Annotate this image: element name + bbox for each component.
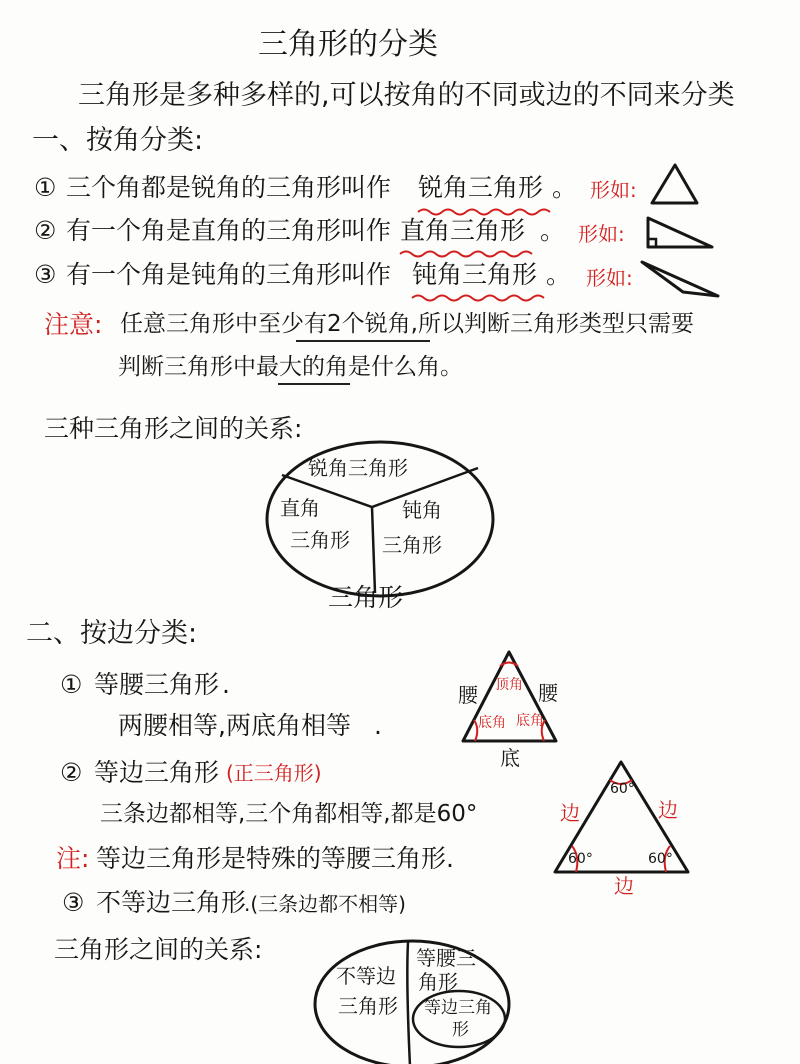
equilateral-alias: (正三角形) — [226, 761, 322, 785]
equilateral-side-bottom: 边 — [614, 874, 634, 898]
side-note-text: 等边三角形是特殊的等腰三角形. — [96, 844, 454, 873]
isosceles-desc-end: . — [374, 711, 382, 740]
example-label-1: 形如: — [590, 178, 637, 202]
section-heading-by-angle: 一、按角分类: — [32, 125, 204, 156]
item-end-2: 。 — [540, 216, 566, 245]
example-label-2: 形如: — [578, 222, 625, 246]
isosceles-desc: 两腰相等,两底角相等 — [118, 711, 351, 740]
note-line-2: 判断三角形中最大的角是什么角。 — [118, 354, 463, 380]
term-obtuse: 钝角三角形 — [412, 260, 538, 289]
equilateral-name: 等边三角形 — [94, 758, 220, 787]
side-note-label: 注: — [56, 844, 90, 873]
diagram-obtuse-label-2: 三角形 — [382, 533, 442, 557]
isosceles-leg-right: 腰 — [538, 681, 558, 705]
acute-triangle-example — [652, 165, 697, 203]
right-triangle-example — [648, 218, 712, 247]
item-num-2: ② — [34, 216, 57, 245]
isosceles-base-angle-left: 底角 — [478, 715, 506, 731]
diagram-isosceles-label-2: 角形 — [418, 970, 458, 994]
obtuse-triangle-example — [642, 262, 718, 296]
isosceles-base-label: 底 — [500, 746, 520, 770]
example-label-3: 形如: — [586, 266, 633, 290]
section-heading-by-side: 二、按边分类: — [26, 618, 198, 649]
item-text-3: 有一个角是钝角的三角形叫作 — [66, 260, 392, 289]
item-num-3: ③ — [34, 260, 57, 289]
diagram-right-label-1: 直角 — [280, 496, 320, 520]
side-relation-divider — [407, 942, 410, 1064]
item-num-1: ① — [34, 173, 57, 202]
equilateral-desc: 三条边都相等,三个角都相等,都是60° — [100, 801, 478, 827]
base-angle-arc-left — [474, 720, 477, 741]
equilateral-angle-right: 60° — [648, 851, 673, 867]
item-text-1: 三个角都是锐角的三角形叫作 — [66, 173, 392, 202]
diagram-scalene-label-2: 三角形 — [338, 994, 398, 1018]
wavy-underline-right — [400, 252, 532, 257]
page-title: 三角形的分类 — [258, 27, 438, 62]
diagram-equilateral-label-1: 等边三角 — [424, 998, 492, 1018]
item-end-3: 。 — [546, 260, 572, 289]
diagram-equilateral-label-2: 形 — [452, 1020, 469, 1040]
scalene-desc: .(三条边都不相等) — [244, 892, 406, 916]
item-text-2: 有一个角是直角的三角形叫作 — [66, 216, 392, 245]
isosceles-leg-left: 腰 — [458, 683, 478, 707]
isosceles-base-angle-right: 底角 — [516, 713, 544, 729]
diagram-scalene-label-1: 不等边 — [336, 964, 396, 988]
note-line-1: 任意三角形中至少有2个锐角,所以判断三角形类型只需要 — [120, 311, 694, 337]
diagram-isosceles-label-1: 等腰三 — [416, 946, 476, 970]
intro-text: 三角形是多种多样的,可以按角的不同或边的不同来分类 — [78, 80, 735, 111]
scalene-num: ③ — [62, 888, 85, 917]
equilateral-num: ② — [60, 758, 83, 787]
item-end-1: 。 — [552, 173, 578, 202]
scalene-name: 不等边三角形 — [96, 888, 247, 917]
term-right: 直角三角形 — [400, 216, 526, 245]
diagram-right-label-2: 三角形 — [290, 528, 350, 552]
isosceles-apex-angle: 顶角 — [495, 677, 523, 693]
note-label: 注意: — [44, 310, 103, 339]
side-relation-label: 三角形之间的关系: — [54, 935, 263, 964]
angle-relation-divider-mid — [372, 507, 375, 593]
equilateral-side-right: 边 — [658, 798, 678, 822]
equilateral-angle-top: 60° — [610, 781, 635, 797]
term-acute: 锐角三角形 — [418, 173, 544, 202]
diagram-acute-label: 锐角三角形 — [308, 456, 408, 480]
wavy-underline-acute — [418, 210, 550, 215]
wavy-underline-obtuse — [412, 296, 544, 301]
diagram-obtuse-label-1: 钝角 — [402, 498, 442, 522]
angle-relation-label: 三种三角形之间的关系: — [44, 414, 303, 443]
equilateral-side-left: 边 — [560, 801, 580, 825]
equilateral-angle-left: 60° — [568, 851, 593, 867]
isosceles-name: 等腰三角形 — [94, 670, 220, 699]
isosceles-name-end: . — [222, 670, 230, 699]
angle-diagram-caption: 三角形 — [328, 583, 404, 612]
isosceles-num: ① — [60, 670, 83, 699]
